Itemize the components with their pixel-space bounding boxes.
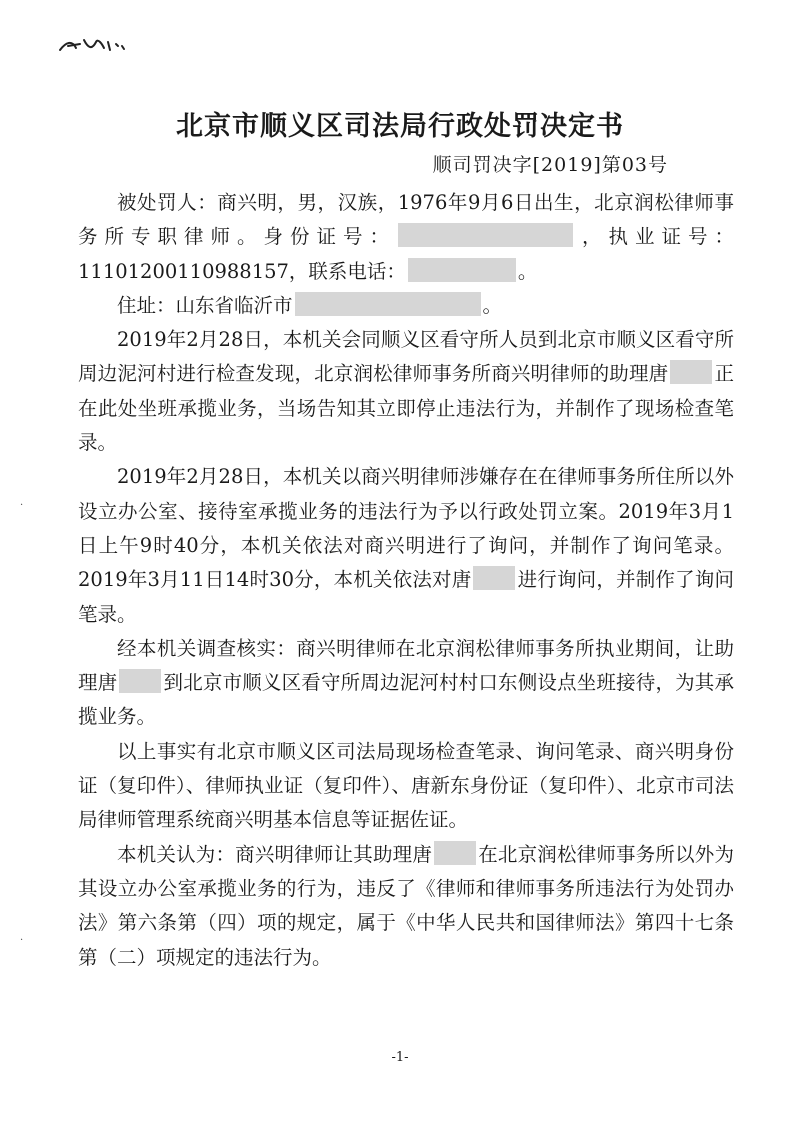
- margin-dot: ·: [20, 935, 24, 946]
- paragraph-evidence: 以上事实有北京市顺义区司法局现场检查笔录、询问笔录、商兴明身份证（复印件）、律师执业证（复印件）、唐新东身份证（复印件）、北京市司法局律师管理系统商兴明基本信息等证据佐证。: [78, 739, 734, 832]
- paragraph-inspection: 2019年2月28日，本机关会同顺义区看守所人员到北京市顺义区看守所周边泥河村进行检查发现，北京润松律师事务所商兴明律师的助理唐 正在此处坐班承揽业务，当场告知其立即停止违法行为，并制作了现场检查笔录。: [78, 328, 734, 455]
- redacted-id-number: [398, 223, 573, 247]
- margin-dot: ·: [20, 500, 24, 511]
- redacted-address: [295, 292, 481, 316]
- paragraph-respondent: 被处罚人：商兴明，男，汉族，1976年9月6日出生，北京润松律师事务所专职律师。身份证号： ，执业证号：11101200110988157，联系电话： 。: [78, 191, 734, 283]
- paragraph-case-filing: 2019年2月28日，本机关以商兴明律师涉嫌存在在律师事务所住所以外设立办公室、接待室承揽业务的违法行为予以行政处罚立案。2019年3月1日上午9时40分，本机关依法对商兴明进行了询问，并制作了询问笔录。2019年3月11日14时30分，本机关依法对唐 进行询问，并制作了询问笔录。: [78, 465, 734, 626]
- paragraph-address: 住址：山东省临沂市 。: [117, 293, 503, 317]
- redacted-name: [473, 566, 515, 590]
- paragraph-finding: 本机关认为：商兴明律师让其助理唐 在北京润松律师事务所以外为其设立办公室承揽业务的行为，违反了《律师和律师事务所违法行为处罚办法》第六条第（四）项的规定，属于《中华人民共和国律师法》第四十七条第（二）项规定的违法行为。: [78, 842, 734, 969]
- document-title: 北京市顺义区司法局行政处罚决定书: [176, 111, 624, 142]
- handwritten-mark: [58, 34, 130, 56]
- redacted-name: [119, 669, 161, 693]
- document-body: [78, 186, 734, 975]
- redacted-name: [670, 360, 712, 384]
- paragraph-investigation: 经本机关调查核实：商兴明律师在北京润松律师事务所执业期间，让助理唐 到北京市顺义区看守所周边泥河村村口东侧设点坐班接待，为其承揽业务。: [78, 636, 734, 729]
- redacted-phone: [408, 258, 516, 282]
- redacted-name: [434, 841, 476, 865]
- page-number: -1-: [391, 1050, 409, 1065]
- document-number: 顺司罚决字[2019]第03号: [432, 154, 668, 176]
